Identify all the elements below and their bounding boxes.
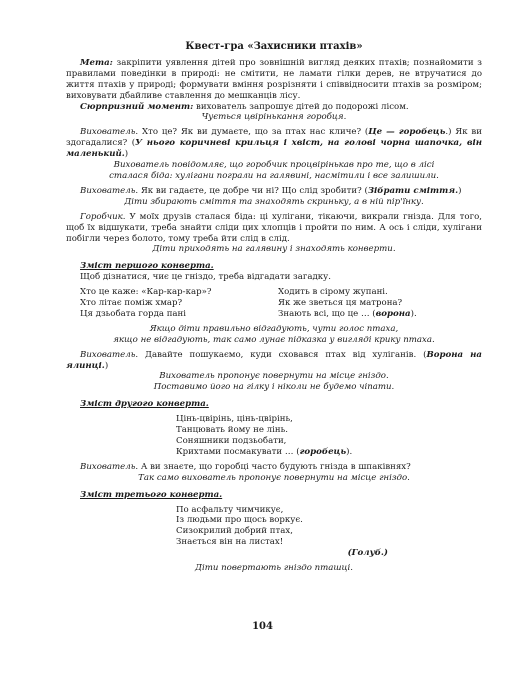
- poem-line: Із людьми про щось воркує.: [176, 515, 303, 526]
- document-page: [66, 42, 482, 574]
- poem-line: Цінь-цвірінь, цінь-цвірінь,: [176, 414, 293, 425]
- answer-text: ворона: [375, 308, 411, 319]
- riddle-line: [278, 309, 478, 320]
- dialog-line: [66, 462, 482, 473]
- speaker-label: Горобчик.: [80, 211, 126, 222]
- poem-text: ).: [346, 446, 353, 457]
- dialog-text: Як ви гадаєте, це добре чи ні? Що слід зробити? (: [138, 185, 368, 196]
- page-number: 104: [252, 621, 273, 632]
- surprise-label: Сюрпризний момент:: [80, 101, 194, 112]
- dialog-line: [66, 127, 482, 160]
- section-intro: Щоб дізнатися, чиє це гніздо, треба відгадати загадку.: [80, 272, 331, 283]
- dialog-text: .) Як ви здогадалися? (: [66, 127, 482, 149]
- poem-line: По асфальту чимчикує,: [176, 504, 284, 515]
- answer-text: (Голуб.): [347, 548, 388, 559]
- dialog-text: ): [458, 185, 462, 196]
- poem-line: Сизокрилий добрий птах,: [176, 526, 293, 537]
- dialog-text: Давайте пошукаємо, куди сховався птах від хуліганів. (: [138, 349, 427, 360]
- riddle-line: Ходить в сірому жупані.: [278, 287, 388, 298]
- dialog-text: А ви знаєте, що горобці часто будують гнізда в шпаківнях?: [138, 461, 411, 472]
- stage-note: якщо не відгадують, так само лунає підказка у вигляді крику птаха.: [113, 334, 435, 345]
- speaker-label: Вихователь.: [80, 127, 139, 138]
- section-heading: Зміст третього конверта.: [80, 489, 223, 500]
- stage-note: Діти збирають сміття та знаходять скриньку, а в ній пір'їнку.: [124, 196, 424, 207]
- answer-text: Ворона на ялинці.: [66, 349, 482, 371]
- stage-note: Так само вихователь пропонує повернути на місце гніздо.: [138, 472, 410, 483]
- goal-paragraph: [66, 58, 482, 102]
- stage-note: Діти приходять на галявину і знаходять конверти.: [152, 244, 396, 255]
- riddle-text: ).: [410, 308, 417, 319]
- poem-block: [176, 414, 482, 458]
- riddle-line: Як же зветься ця матрона?: [278, 298, 403, 309]
- section-heading: Зміст першого конверта.: [80, 261, 214, 272]
- poem-block: [176, 505, 482, 560]
- answer-text: У нього коричневі крильця і хвіст, на голові чорна шапочка, він маленький.: [66, 138, 483, 160]
- stage-note: Якщо діти правильно відгадують, чути голос птаха,: [149, 323, 399, 334]
- poem-line: Танцювать йому не лінь.: [176, 425, 288, 436]
- riddle-text: Знають всі, що це … (: [278, 308, 376, 319]
- section-heading: Зміст другого конверта.: [80, 399, 209, 410]
- speaker-label: Вихователь.: [80, 349, 139, 360]
- answer-text: Це — горобець: [368, 127, 446, 138]
- poem-line: [176, 447, 482, 458]
- answer-text: горобець: [299, 446, 347, 457]
- speaker-label: Вихователь.: [80, 185, 139, 196]
- poem-text: Крихтами посмакувати … (: [176, 446, 300, 457]
- poem-line: Соняшники подзьобати,: [176, 436, 287, 446]
- surprise-text: вихователь запрошує дітей до подорожі лісом.: [193, 101, 409, 112]
- riddle-grid: [80, 287, 482, 320]
- goal-text: закріпити уявлення дітей про зовнішній вигляд деяких птахів; познайомити з правилами поведінки в природі: не смітити, не ламати гілки дерев, не втручатися до життя птахів у природі; формувати вміння розрізняти і співвідносити птахів за розміром; виховувати дбайливе ставлення до мешканців лісу.: [66, 57, 482, 101]
- goal-label: Мета:: [80, 57, 113, 68]
- dialog-text: ): [104, 360, 109, 371]
- stage-note: Вихователь пропонує повернути на місце гніздо.: [159, 371, 389, 382]
- riddle-line: Хто це каже: «Кар-кар-кар»?: [80, 287, 212, 298]
- answer-text: Зібрати сміття.: [367, 185, 459, 196]
- dialog-line: [66, 212, 482, 245]
- page-title: Квест-гра «Захисники птахів»: [185, 41, 363, 52]
- dialog-text: У моїх друзів сталася біда: ці хулігани, тікаючи, викрали гнізда. Для того, щоб їх відшукати, треба знайти сліди цих хлопців і пройти по ним. А ось і сліди, хулігани побігли через болото, тому треба йти слід в слід.: [66, 211, 482, 244]
- stage-note: сталася біда: хулігани пограли на галявині, насмітили і все залишили.: [109, 170, 439, 181]
- stage-note: Поставимо його на гілку і ніколи не будемо чіпати.: [153, 382, 395, 393]
- riddle-line: Хто літає поміж хмар?: [80, 298, 183, 309]
- stage-note: Діти повертають гніздо пташці.: [194, 563, 354, 574]
- dialog-text: ): [124, 149, 129, 160]
- dialog-line: [66, 350, 482, 372]
- stage-note: Чується цвірінькання горобця.: [201, 112, 347, 123]
- dialog-line: [66, 186, 482, 197]
- stage-note: Вихователь повідомляє, що горобчик процвірінькав про те, що в лісі: [113, 160, 435, 171]
- poem-line: Знається він на листах!: [176, 537, 284, 548]
- dialog-text: Хто це? Як ви думаєте, що за птах нас кличе? (: [138, 127, 369, 138]
- surprise-paragraph: [66, 102, 482, 113]
- riddle-line: Ця дзьобата горда пані: [80, 308, 187, 319]
- speaker-label: Вихователь.: [80, 461, 139, 472]
